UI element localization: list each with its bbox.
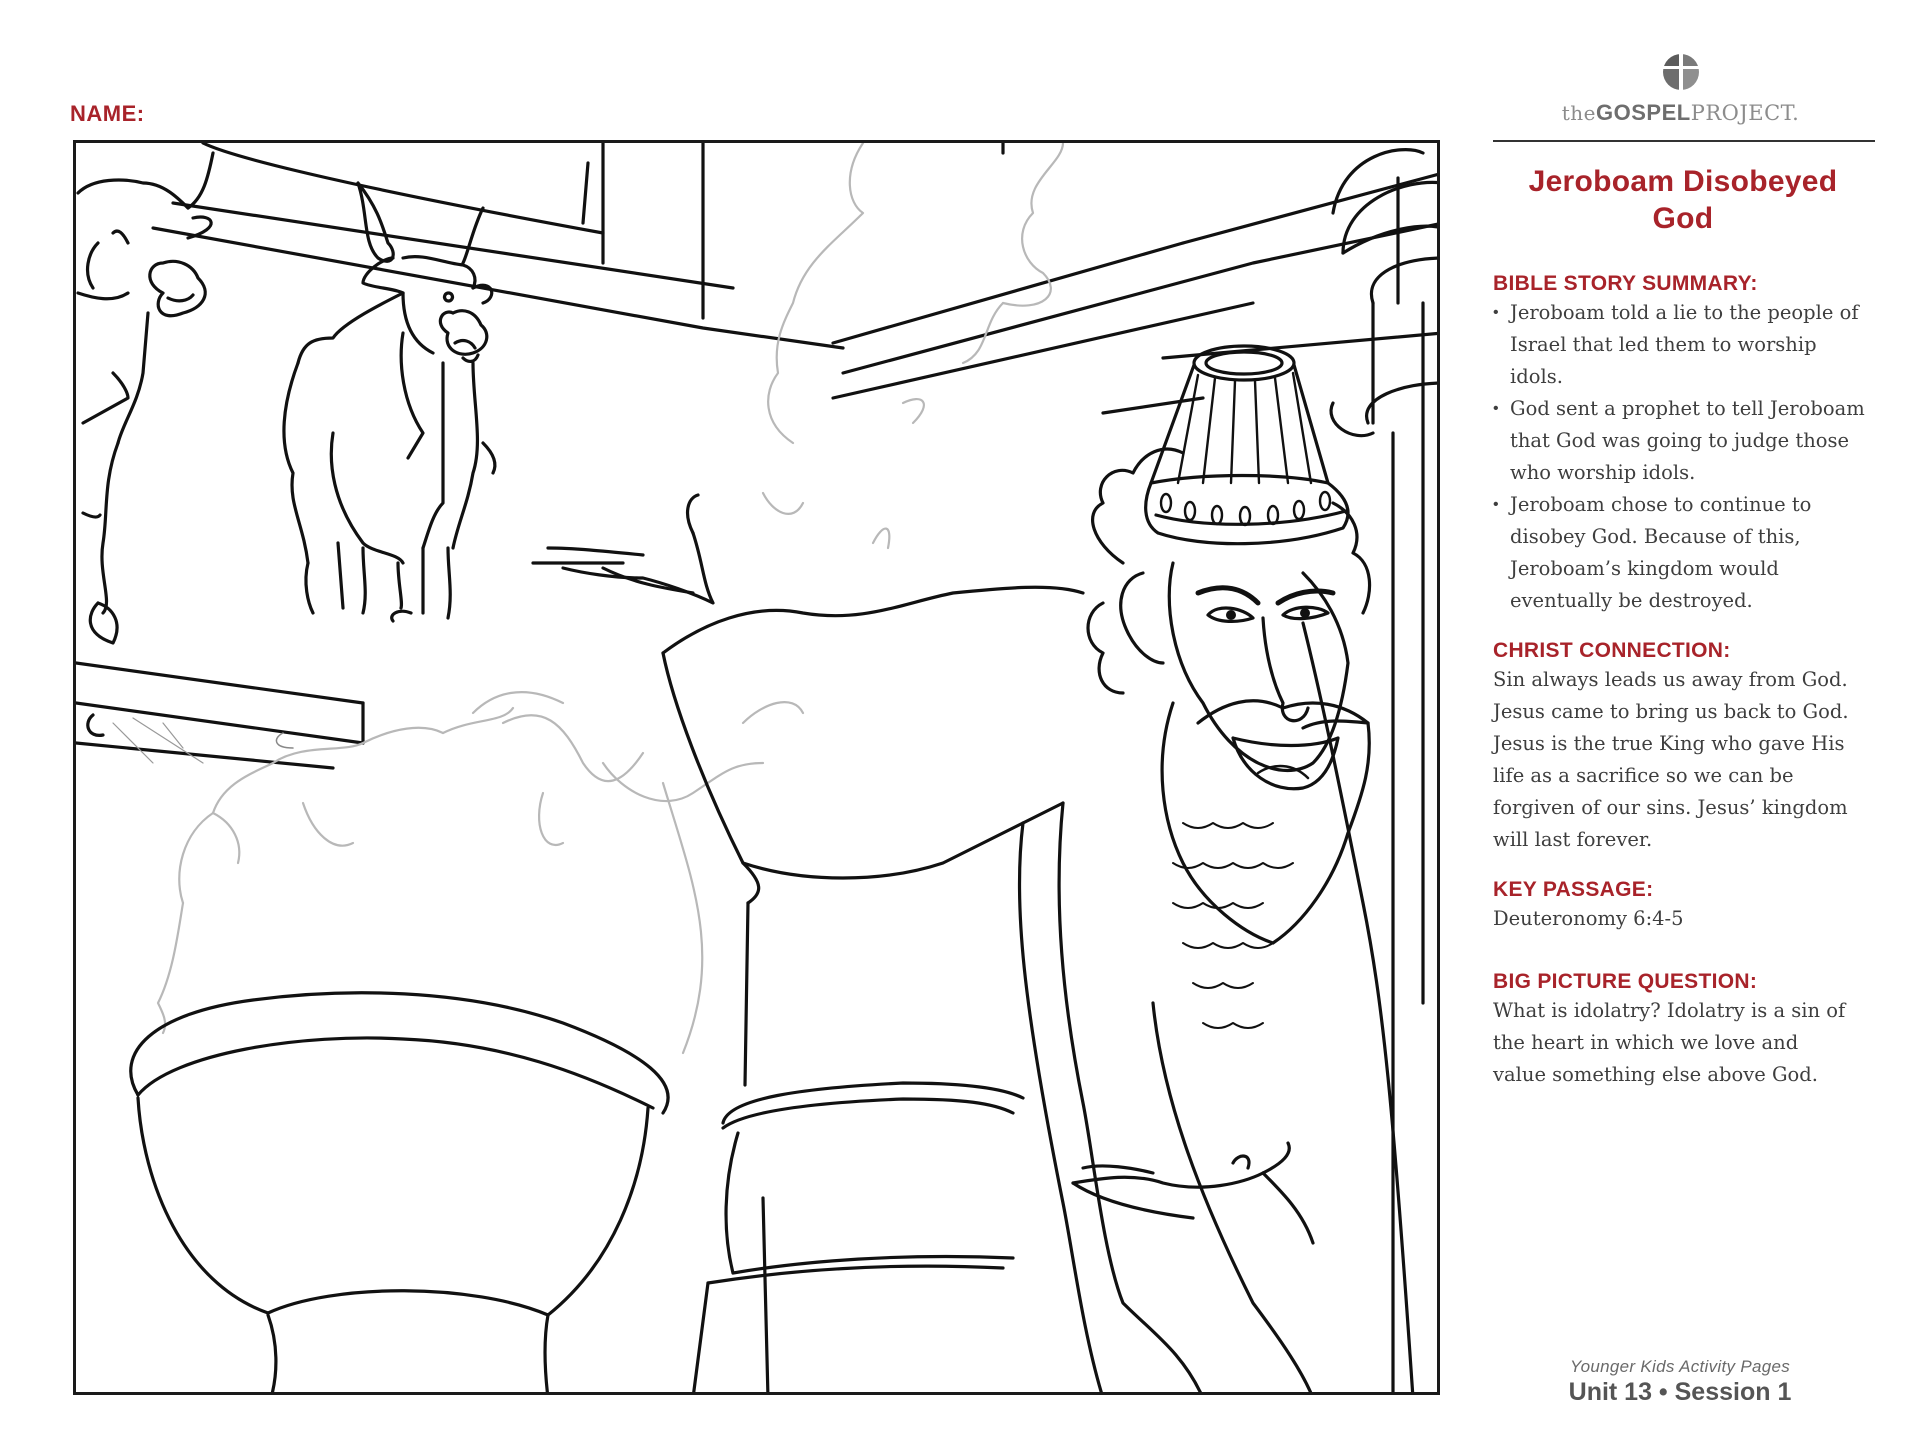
big-picture-question-text: What is idolatry? Idolatry is a sin of the heart in which we love and value something else above God. — [1493, 999, 1846, 1086]
christ-connection-text: Sin always leads us away from God. Jesus came to bring us back to God. Jesus is the true King who gave His life as a sacrifice so we can be forgiven of our sins. Jesus’ kingdom will last forever. — [1493, 668, 1849, 851]
coloring-illustration — [76, 143, 1440, 1395]
series-label: Younger Kids Activity Pages — [1569, 1357, 1791, 1376]
summary-bullet: • God sent a prophet to tell Jeroboam that God was going to judge those who worship idols. — [1493, 393, 1875, 489]
summary-list — [1493, 297, 1893, 617]
christ-connection-heading: CHRIST CONNECTION: — [1493, 639, 1731, 662]
bull-center — [284, 183, 495, 621]
name-label: NAME: — [70, 101, 145, 126]
brand-gospel: GOSPEL — [1596, 100, 1691, 125]
key-passage-text: Deuteronomy 6:4-5 — [1493, 907, 1684, 930]
key-passage-heading: KEY PASSAGE: — [1493, 878, 1654, 901]
lesson-title-line1: Jeroboam Disobeyed — [1528, 165, 1838, 198]
big-picture-question-heading: BIG PICTURE QUESTION: — [1493, 970, 1758, 993]
brand-wordmark — [1548, 100, 1813, 126]
header-divider — [1493, 140, 1875, 142]
king-crown-hat — [1146, 346, 1348, 544]
altar-bowl — [131, 993, 668, 1395]
brand-the: the — [1561, 101, 1596, 125]
king-figure — [533, 346, 1413, 1395]
gospel-project-logo — [1548, 50, 1813, 130]
lesson-title — [1493, 163, 1873, 237]
idol-shelf — [76, 663, 363, 768]
summary-bullet: • Jeroboam told a lie to the people of Israel that led them to worship idols. — [1493, 297, 1875, 393]
brand-project: PROJECT. — [1690, 101, 1800, 125]
lesson-title-line2: God — [1652, 202, 1714, 235]
cross-circle-icon — [1662, 53, 1700, 91]
bull-left — [78, 153, 213, 643]
summary-bullet: • Jeroboam chose to continue to disobey God. Because of this, Jeroboam’s kingdom would eventually be destroyed. — [1493, 489, 1885, 617]
lesson-sidebar — [1493, 163, 1893, 1091]
unit-session-label: Unit 13 • Session 1 — [1568, 1378, 1792, 1406]
temple-pillar — [1331, 150, 1440, 1393]
coloring-illustration-frame — [73, 140, 1440, 1395]
page-footer — [1530, 1357, 1830, 1407]
summary-heading: BIBLE STORY SUMMARY: — [1493, 272, 1758, 295]
altar-pedestal — [745, 903, 768, 1395]
